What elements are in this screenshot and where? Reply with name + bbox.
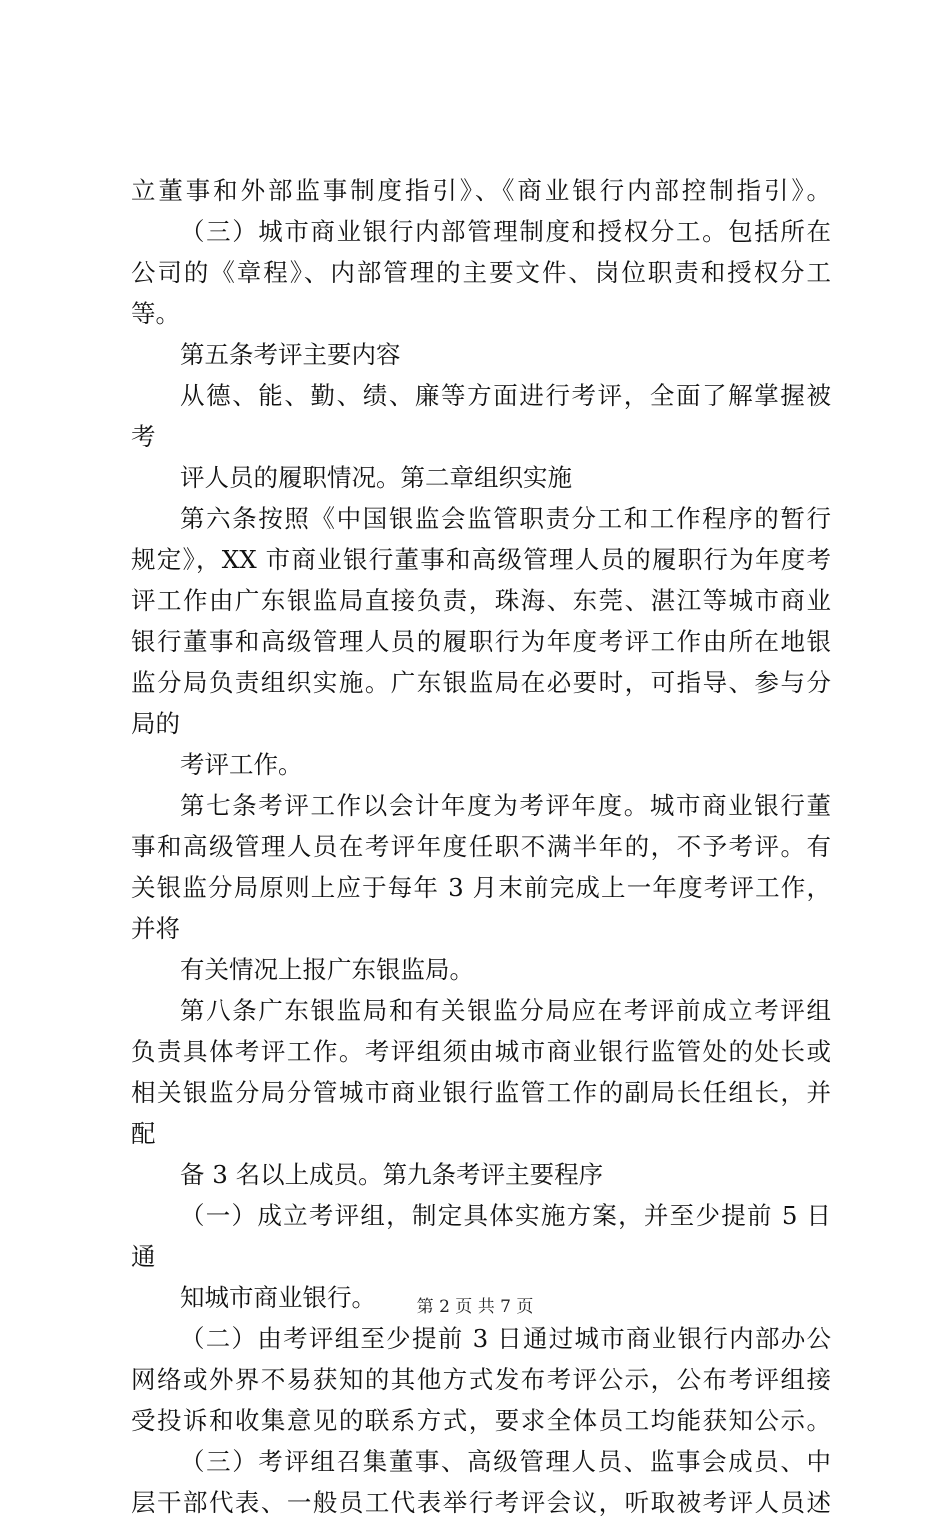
text-line: 事和高级管理人员在考评年度任职不满半年的，不予考评。有 (131, 832, 831, 861)
text-line: 规定》，XX 市商业银行董事和高级管理人员的履职行为年度考 (131, 545, 831, 574)
text-line: 考 (131, 422, 156, 451)
text-line: 从德、能、勤、绩、廉等方面进行考评，全面了解掌握被 (180, 381, 831, 410)
text-line: （二）由考评组至少提前 3 日通过城市商业银行内部办公 (180, 1324, 831, 1353)
text-line: 有关情况上报广东银监局。 (180, 955, 474, 984)
text-line: （一）成立考评组，制定具体实施方案，并至少提前 5 日 (180, 1201, 831, 1230)
text-line: （三）考评组召集董事、高级管理人员、监事会成员、中 (180, 1447, 831, 1476)
text-line: 通 (131, 1242, 156, 1271)
text-line: 相关银监分局分管城市商业银行监管工作的副局长任组长，并 (131, 1078, 831, 1107)
text-line: 监分局负责组织实施。广东银监局在必要时，可指导、参与分 (131, 668, 831, 697)
text-line: 备 3 名以上成员。第九条考评主要程序 (180, 1160, 604, 1189)
text-line: 关银监分局原则上应于每年 3 月末前完成上一年度考评工作， (131, 873, 831, 902)
text-line: 受投诉和收集意见的联系方式，要求全体员工均能获知公示。 (131, 1406, 831, 1435)
text-line: 评工作由广东银监局直接负责，珠海、东莞、湛江等城市商业 (131, 586, 831, 615)
text-line: 公司的《章程》、内部管理的主要文件、岗位职责和授权分工 (131, 258, 831, 287)
text-line: 网络或外界不易获知的其他方式发布考评公示，公布考评组接 (131, 1365, 831, 1394)
text-line: 层干部代表、一般员工代表举行考评会议，听取被考评人员述 (131, 1488, 831, 1517)
text-line: 配 (131, 1119, 156, 1148)
text-line: 负责具体考评工作。考评组须由城市商业银行监管处的处长或 (131, 1037, 831, 1066)
text-line: 评人员的履职情况。第二章组织实施 (180, 463, 572, 492)
text-line: 等。 (131, 299, 180, 328)
text-line: 立董事和外部监事制度指引》、《商业银行内部控制指引》。 (131, 176, 831, 205)
document-body (131, 170, 831, 1523)
text-line: （三）城市商业银行内部管理制度和授权分工。包括所在 (180, 217, 831, 246)
text-line: 考评工作。 (180, 750, 303, 779)
text-line: 第八条广东银监局和有关银监分局应在考评前成立考评组 (180, 996, 831, 1025)
text-line: 局的 (131, 709, 180, 738)
page-number-footer: 第 2 页 共 7 页 (416, 1297, 534, 1317)
text-line: 知城市商业银行。 (180, 1283, 376, 1312)
section-heading: 第五条考评主要内容 (180, 340, 401, 369)
text-line: 银行董事和高级管理人员的履职行为年度考评工作由所在地银 (131, 627, 831, 656)
text-line: 第六条按照《中国银监会监管职责分工和工作程序的暂行 (180, 504, 831, 533)
text-line: 并将 (131, 914, 180, 943)
text-line: 第七条考评工作以会计年度为考评年度。城市商业银行董 (180, 791, 831, 820)
